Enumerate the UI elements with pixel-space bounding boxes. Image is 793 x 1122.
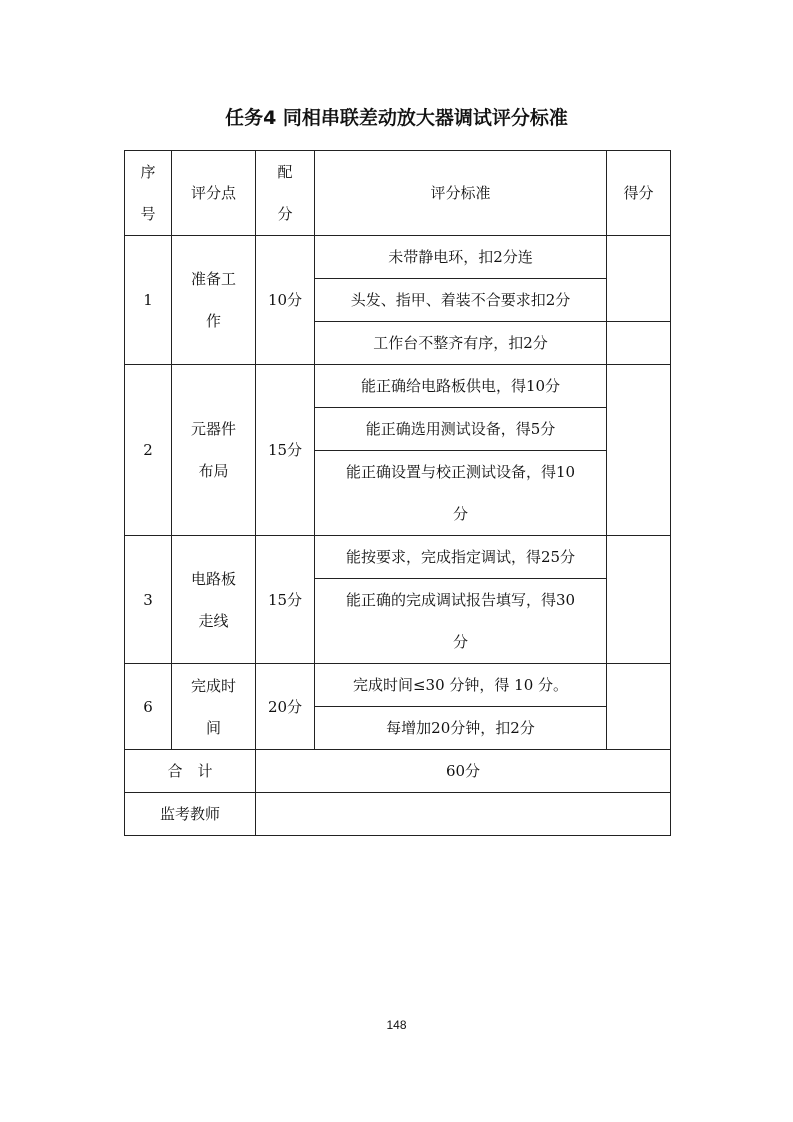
- examiner-row: [125, 793, 671, 836]
- criterion-cell: 能正确设置与校正测试设备，得10 分: [315, 451, 607, 536]
- header-point: 评分点: [172, 151, 256, 236]
- row-point: 电路板 走线: [172, 536, 256, 664]
- row-seq: 1: [125, 236, 172, 365]
- row-point: 完成时 间: [172, 664, 256, 750]
- criterion-cell: 能正确选用测试设备，得5分: [315, 408, 607, 451]
- table-row: [125, 236, 671, 279]
- row-point: 元器件 布局: [172, 365, 256, 536]
- row-point: 准备工 作: [172, 236, 256, 365]
- row-got-cell: [607, 236, 671, 322]
- total-row: [125, 750, 671, 793]
- row-got-cell: [607, 536, 671, 664]
- criterion-cell: 能按要求，完成指定调试，得25分: [315, 536, 607, 579]
- row-score: 15分: [256, 536, 315, 664]
- page-number: 148: [386, 1018, 407, 1032]
- examiner-label: 监考教师: [125, 793, 256, 836]
- total-label: 合 计: [125, 750, 256, 793]
- criterion-cell: 能正确的完成调试报告填写，得30 分: [315, 579, 607, 664]
- row-seq: 3: [125, 536, 172, 664]
- row-score: 10分: [256, 236, 315, 365]
- row-got-cell: [607, 365, 671, 536]
- criterion-cell: 工作台不整齐有序，扣2分: [315, 322, 607, 365]
- header-standard: 评分标准: [315, 151, 607, 236]
- scoring-table: [124, 150, 671, 836]
- table-row: [125, 365, 671, 408]
- row-seq: 6: [125, 664, 172, 750]
- row-got-cell: [607, 664, 671, 750]
- total-value: 60分: [256, 750, 671, 793]
- header-score: 配 分: [256, 151, 315, 236]
- criterion-cell: 头发、指甲、着装不合要求扣2分: [315, 279, 607, 322]
- examiner-value: [256, 793, 671, 836]
- criterion-cell: 未带静电环，扣2分连: [315, 236, 607, 279]
- table-row: [125, 664, 671, 707]
- criterion-cell: 每增加20分钟，扣2分: [315, 707, 607, 750]
- table-row: [125, 536, 671, 579]
- page-title: 任务4 同相串联差动放大器调试评分标准: [225, 107, 568, 129]
- row-score: 15分: [256, 365, 315, 536]
- row-score: 20分: [256, 664, 315, 750]
- header-got: 得分: [607, 151, 671, 236]
- criterion-cell: 完成时间≤30 分钟，得 10 分。: [315, 664, 607, 707]
- header-seq: 序 号: [125, 151, 172, 236]
- criterion-cell: 能正确给电路板供电，得10分: [315, 365, 607, 408]
- row-seq: 2: [125, 365, 172, 536]
- row-got-cell: [607, 322, 671, 365]
- header-row: [125, 151, 671, 236]
